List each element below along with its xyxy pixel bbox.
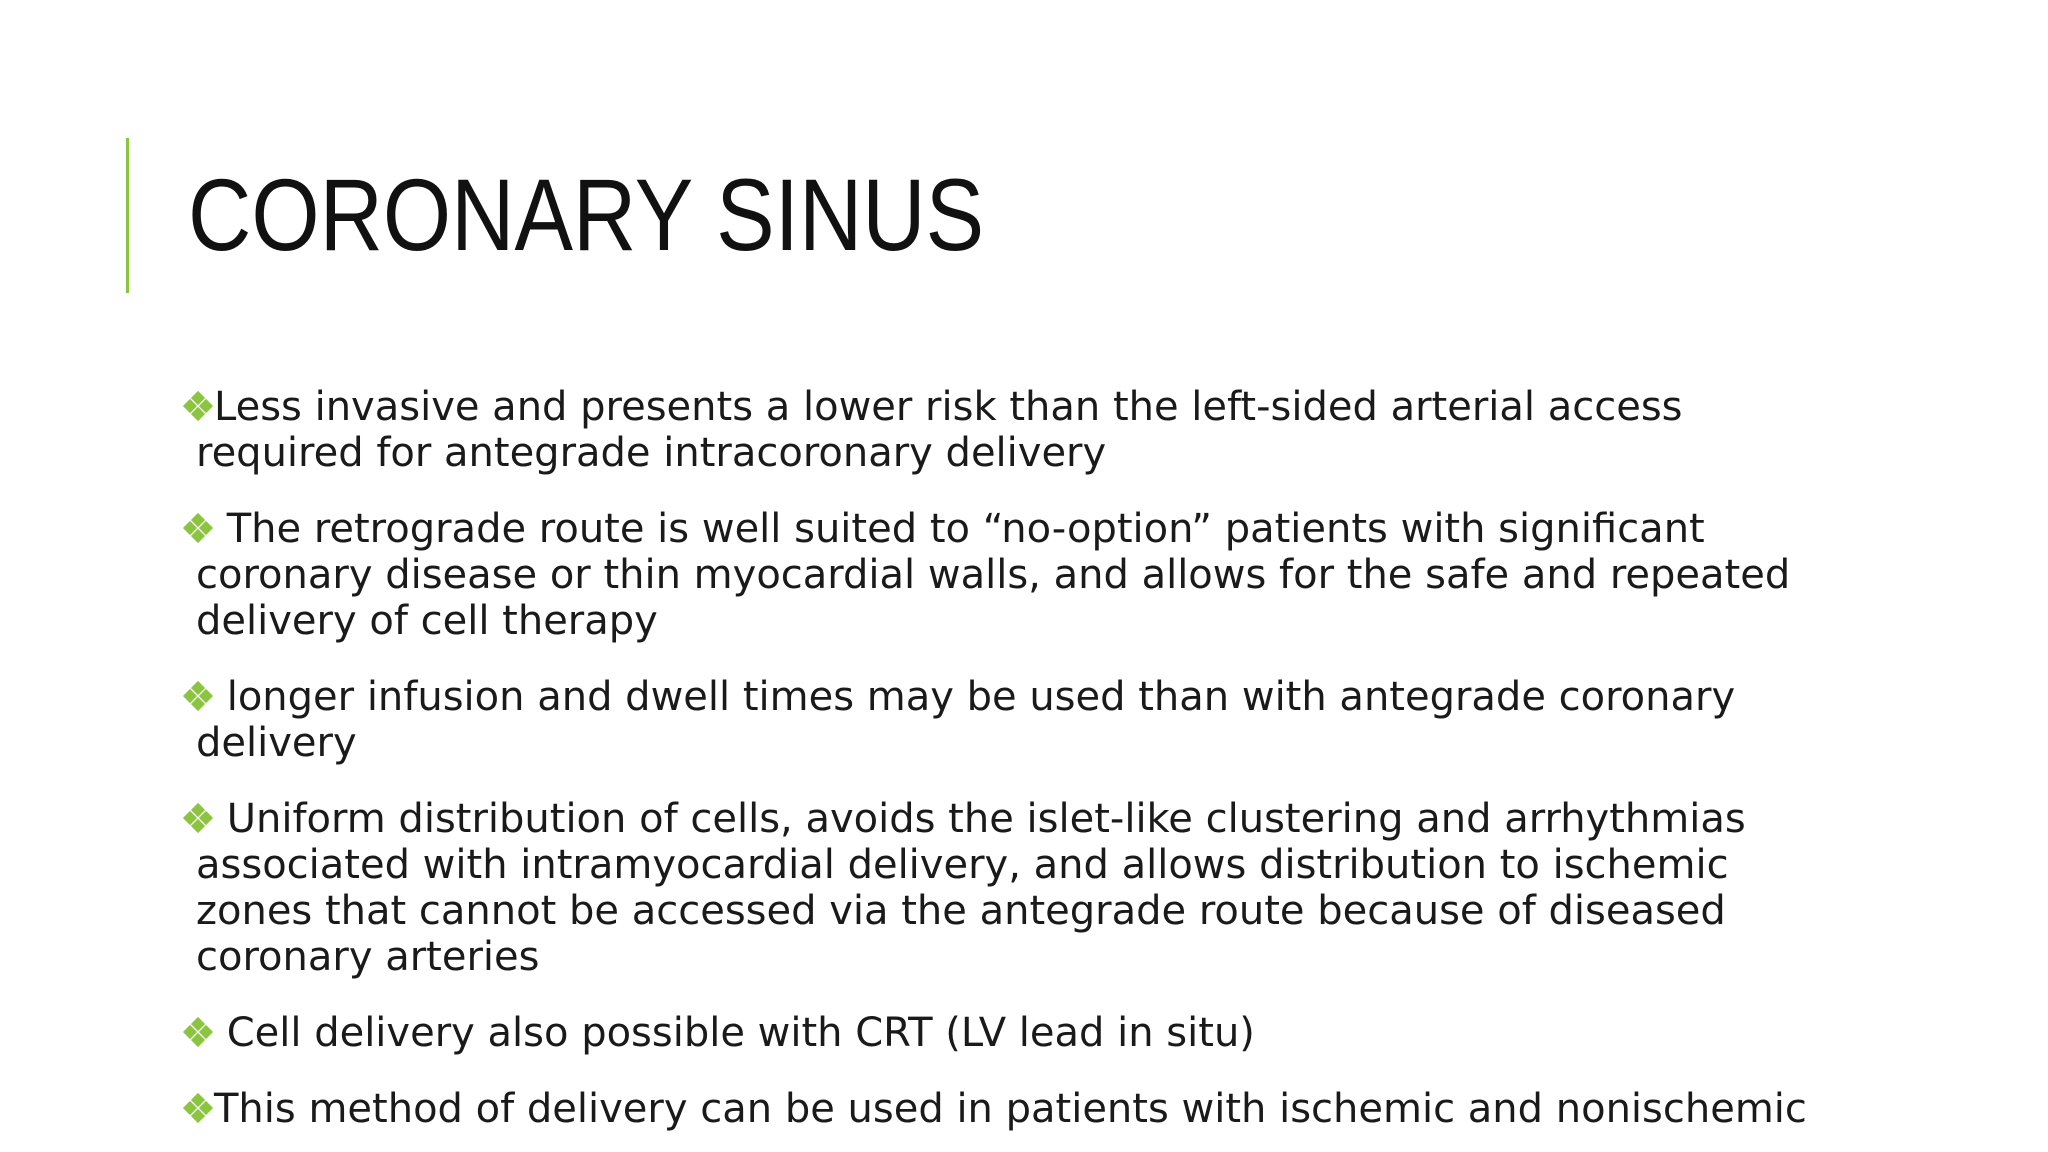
bullet-item xyxy=(182,674,1822,766)
bullet-text: Uniform distribution of cells, avoids the islet-like clustering and arrhythmias associated with intramyocardial delivery, and allows distribution to ischemic zones that cannot be accessed via the antegrade route because of diseased coronary arteries xyxy=(196,796,1746,980)
bullet-item xyxy=(182,796,1822,980)
diamond-bullet-icon xyxy=(182,1092,214,1124)
bullet-list xyxy=(182,384,1822,1152)
diamond-bullet-icon xyxy=(182,802,214,834)
diamond-bullet-icon xyxy=(182,680,214,712)
diamond-bullet-icon xyxy=(182,390,214,422)
bullet-text: longer infusion and dwell times may be used than with antegrade coronary delivery xyxy=(196,674,1736,766)
bullet-text: The retrograde route is well suited to “no-option” patients with significant coronary disease or thin myocardial walls, and allows for the safe and repeated delivery of cell therapy xyxy=(196,506,1791,644)
bullet-item xyxy=(182,1010,1822,1056)
bullet-item xyxy=(182,506,1822,644)
diamond-bullet-icon xyxy=(182,512,214,544)
slide-title: CORONARY SINUS xyxy=(188,158,985,272)
bullet-text: Cell delivery also possible with CRT (LV lead in situ) xyxy=(214,1010,1255,1056)
bullet-item xyxy=(182,1086,1822,1132)
diamond-bullet-icon xyxy=(182,1016,214,1048)
bullet-text: This method of delivery can be used in patients with ischemic and nonischemic xyxy=(214,1086,1807,1132)
title-accent-bar xyxy=(126,138,129,293)
bullet-text: Less invasive and presents a lower risk than the left-sided arterial access required for antegrade intracoronary delivery xyxy=(196,384,1683,476)
bullet-item xyxy=(182,384,1822,476)
